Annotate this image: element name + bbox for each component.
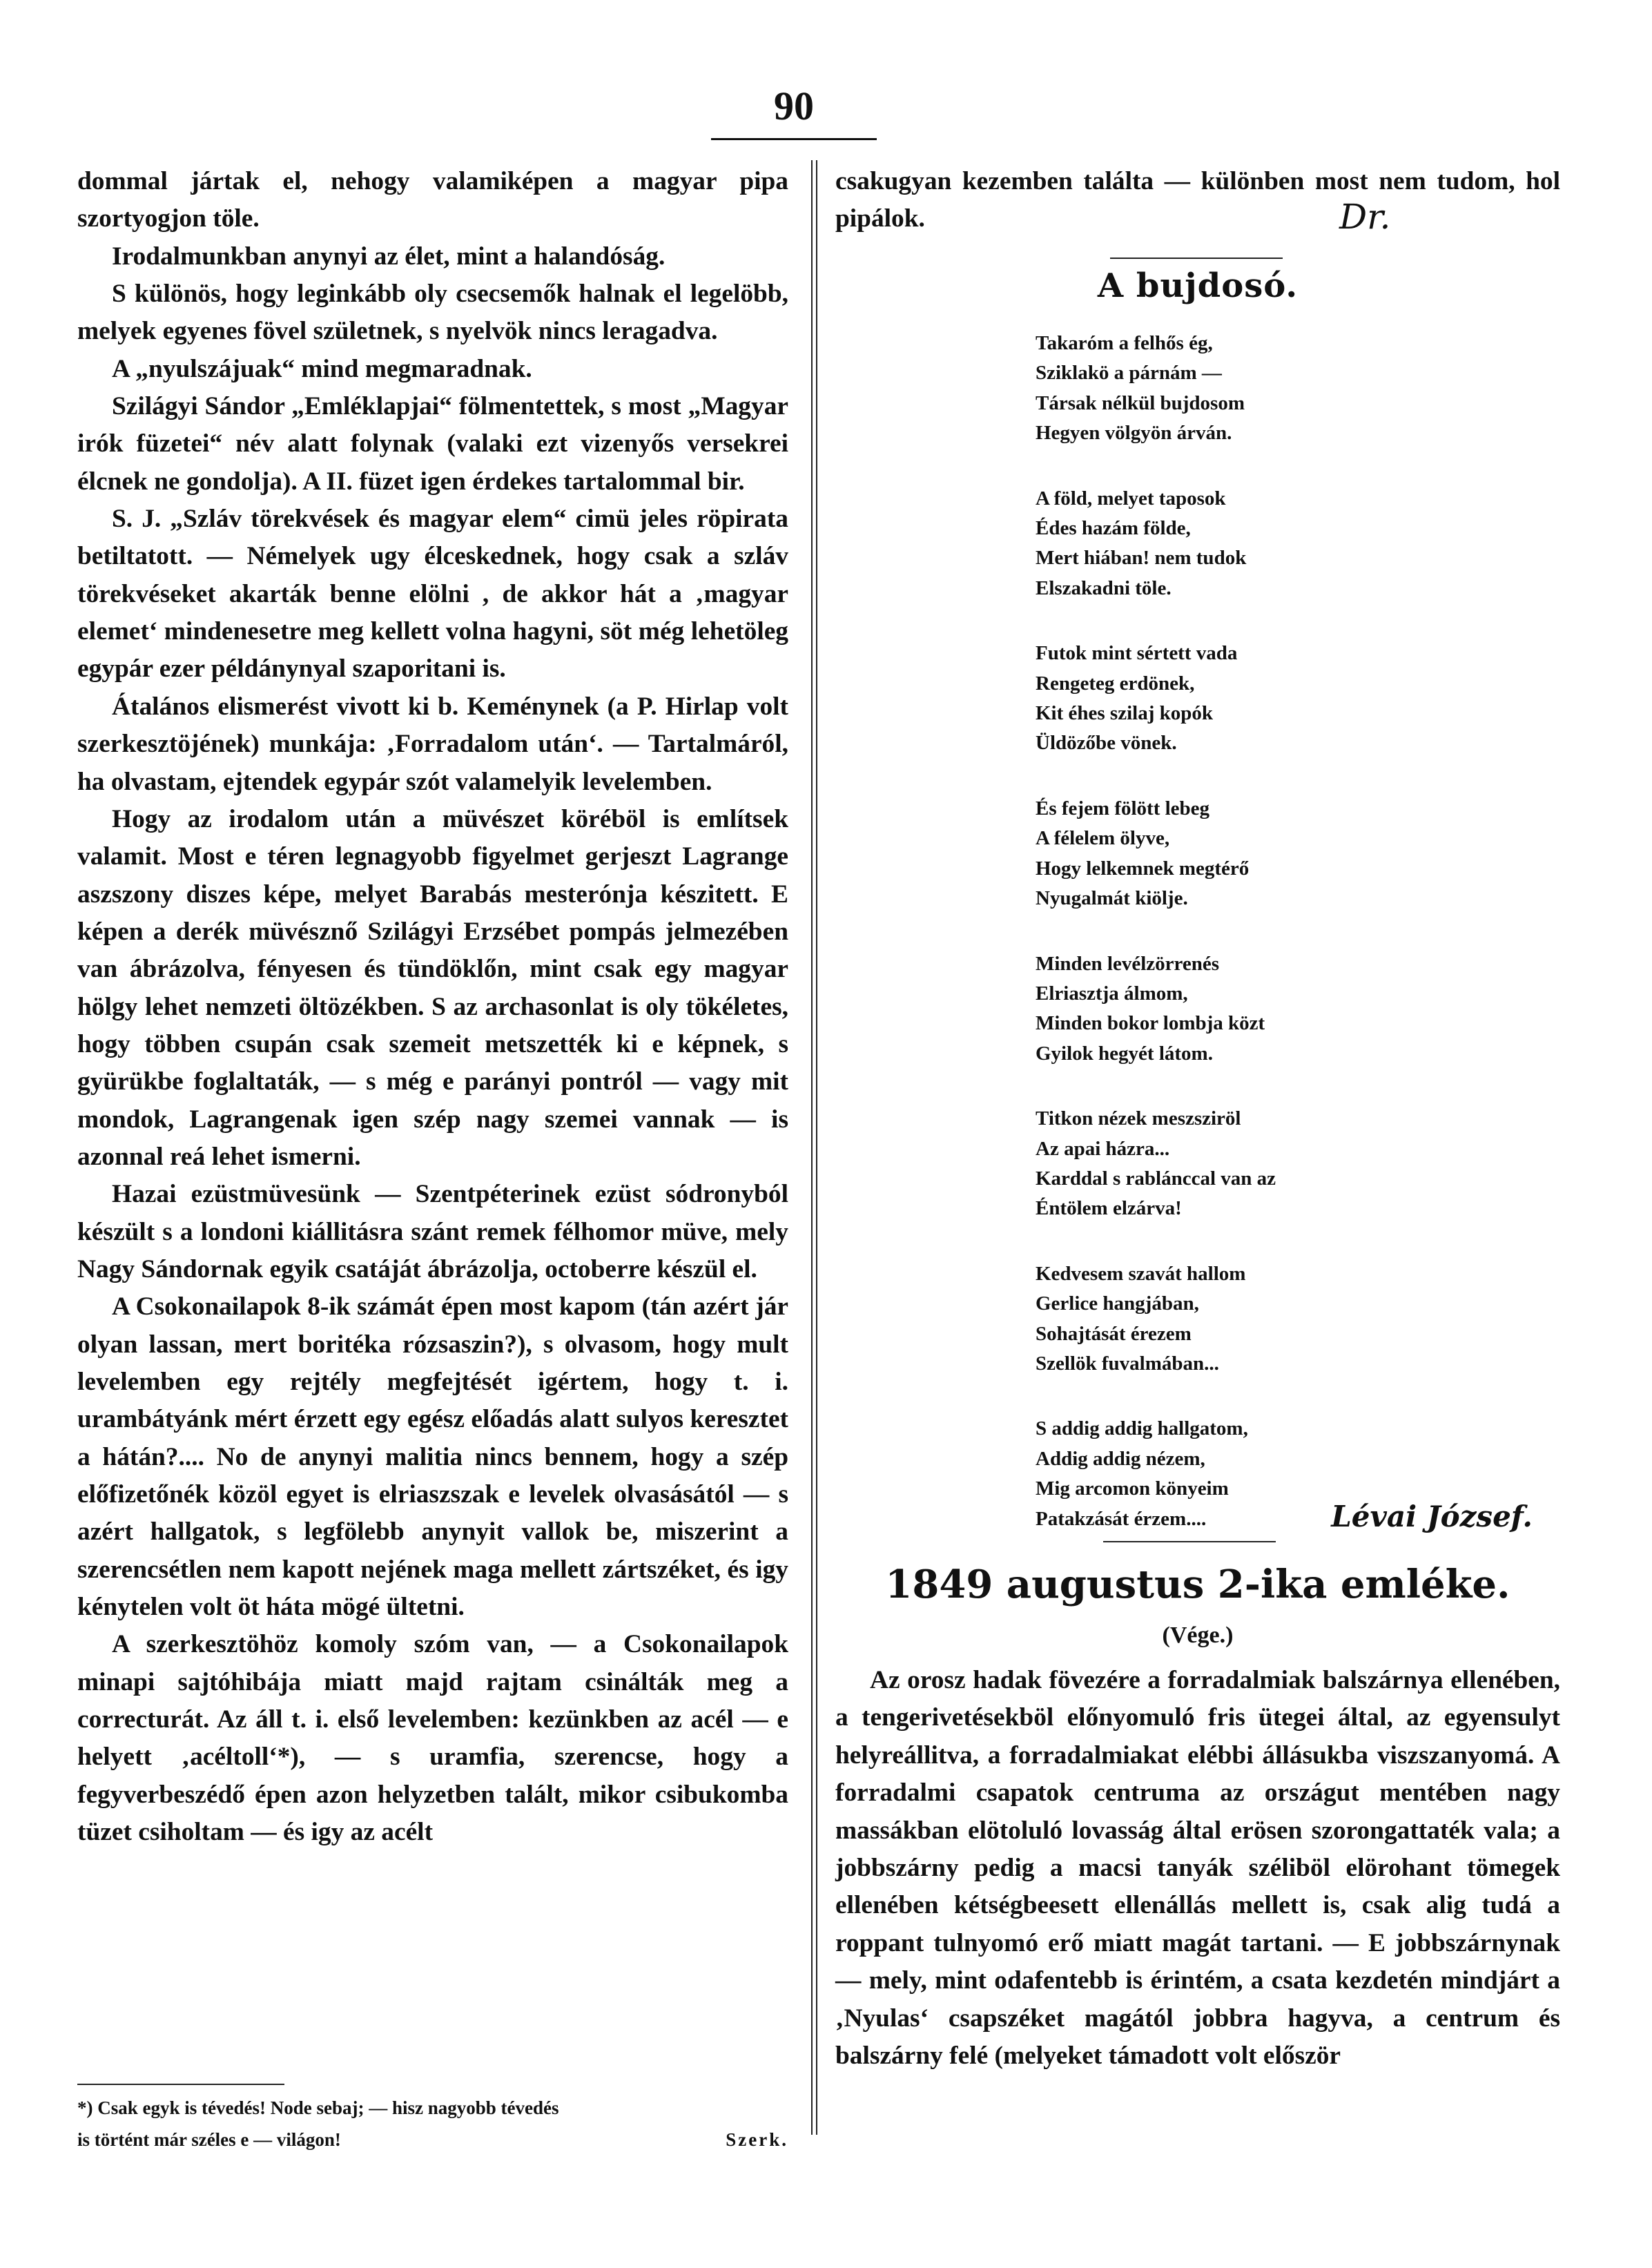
paragraph: S. J. „Szláv törekvések és magyar elem“ cimü jeles röpirata betiltatott. — Némelyek ugy élceskednek, hogy csak a szláv törekvéseket akarták benne elölni , de akkor hát a ‚magyar elemet‘ mindenesetre meg kellett volna hagyni, söt még lehetöleg egypár ezer példánynyal szaporitani is. [77, 505, 788, 684]
poem-stanza [1036, 639, 1450, 759]
footnote-rule [77, 2084, 284, 2085]
footnote [77, 2092, 788, 2155]
poem-line: És fejem fölött lebeg [1036, 797, 1210, 820]
paragraph: A Csokonailapok 8-ik számát épen most kapom (tán azért jár olyan lassan, mert boritéka rózsaszin?), s olvasom, hogy mult levelemben egy rejtély megfejtését igértem, hogy t. i. urambátyánk mért érzett egy egész előadás alatt sulyos keresztet a hátán?.... No de anynyi malitia nincs bennem, hogy a szép előfizetőnék közöl egyet is elriaszszak e levelek olvasásától — s azért hallgatok, s legfölebb anynyit vallok be, miszerint a szerencsétlen nem kapott nejének maga mellett zártszéket, és igy kénytelen volt öt háta mögé ültetni. [77, 1292, 788, 1622]
poem-line: Karddal s rablánccal van az [1036, 1167, 1276, 1190]
footnote-line [77, 2124, 788, 2155]
paragraph: A szerkesztöhöz komoly szóm van, — a Csokonailapok minapi sajtóhibája miatt majd rajtam csinálták meg a correcturát. Az áll t. i. első levelemben: kezünkben az acél — e helyett ‚acéltoll‘*), — s uramfia, szerencse, hogy a fegyverbeszédő épen azon helyzetben talált, mikor csibukomba tüzet csiholtam — és igy az acélt [77, 1630, 788, 1847]
paragraph: csakugyan kezemben találta — különben most nem tudom, hol pipálok. [835, 167, 1560, 233]
poem-line: Gyilok hegyét látom. [1036, 1042, 1213, 1065]
paragraph: Az orosz hadak fövezére a forradalmiak balszárnya ellenében, a tengerivetésekböl előnyomuló fris ütegei által, az egyensulyt helyreállitva, a forradalmiakat elébbi állásukba viszszanyomá. A forradalmi csapatok centruma az országut mentében nagy massákban elötoluló lovasság által erösen szorongattaték vala; a jobbszárny pedig a macsi tanyák széliböl elörohant tömegek ellenében kétségbeesett ellenállás mellett is, csak alig tudá a roppant tulnyomó erő miatt magát tartani. — E jobbszárnynak — mely, mint odafentebb is érintém, a csata kezdetén mindjárt a ‚Nyulas‘ csapszéket magától jobbra hagyva, a centrum és balszárny felé (melyeket támadott volt először [835, 1666, 1560, 2071]
article-title: 1849 augustus 2-ika emléke. [885, 1562, 1510, 1607]
poem-line: Édes hazám földe, [1036, 517, 1191, 540]
poem-line: Takaróm a felhős ég, [1036, 332, 1213, 354]
poem-line: S addig addig hallgatom, [1036, 1417, 1248, 1440]
paragraph: Átalános elismerést vivott ki b. Keménynek (a P. Hirlap volt szerkesztöjének) munkája: ‚Forradalom után‘. — Tartalmáról, ha olvastam, ejtendek egypár szót valamelyik levelemben. [77, 692, 788, 796]
poem-line: Gerlice hangjában, [1036, 1292, 1199, 1315]
page-number-rule [711, 138, 877, 140]
article-subtitle: (Vége.) [1162, 1622, 1234, 1648]
column-divider [811, 160, 817, 2135]
poem-line: A föld, melyet taposok [1036, 487, 1226, 510]
poem-line: Nyugalmát kiölje. [1036, 887, 1188, 910]
poem-line: Elriasztja álmom, [1036, 982, 1188, 1005]
poem-line: Hogy lelkemnek megtérő [1036, 857, 1250, 880]
poem-line: Rengeteg erdönek, [1036, 672, 1195, 695]
section-rule [1103, 1541, 1276, 1542]
poem-line: Éntölem elzárva! [1036, 1197, 1182, 1220]
poem-stanza [1036, 794, 1450, 914]
poem-line: Sziklakö a párnám — [1036, 362, 1222, 385]
poem-line: Mig arcomon könyeim [1036, 1477, 1229, 1500]
poem-line: Sohajtását érezem [1036, 1322, 1192, 1345]
left-column [77, 163, 788, 1851]
poem [1036, 329, 1450, 1569]
poem-title: A bujdosó. [1097, 266, 1299, 305]
paragraph: S különös, hogy leginkább oly csecsemők halnak el legelöbb, melyek egyenes fövel születnek, s nyelvök nincs leragadva. [77, 280, 788, 346]
poem-author: Lévai József. [1331, 1500, 1533, 1533]
paragraph: dommal jártak el, nehogy valamiképen a magyar pipa szortyogjon töle. [77, 167, 788, 233]
paragraph: Hogy az irodalom után a müvészet köréböl is említsek valamit. Most e téren legnagyobb figyelmet gerjeszt Lagrange aszszony diszes képe, melyet Barabás mesterónja készitett. E képen a derék müvésznő Szilágyi Erzsébet pompás jelmezében van ábrázolva, fényesen és tündöklőn, mint csak egy magyar hölgy lehet nemzeti öltözékben. S az archasonlat is oly tökéletes, hogy többen csupán csak szemeit metszették ki e képnek, s gyürükbe foglaltaták, — s még e parányi pontról — vagy mit mondok, Lagrangenak igen szép nagy szemei vannak — is azonnal reá lehet ismerni. [77, 804, 788, 1171]
poem-line: Társak nélkül bujdosom [1036, 391, 1245, 414]
paragraph: Szilágyi Sándor „Emléklapjai“ fölmentettek, s most „Magyar irók füzetei“ név alatt folynak (valaki ezt vizenyős versekrei élcnek ne gondolja). A II. füzet igen érdekes tartalommal bir. [77, 392, 788, 496]
continued-text [835, 163, 1560, 238]
article-body [835, 1662, 1560, 2075]
poem-stanza [1036, 949, 1450, 1069]
poem-line: A félelem ölyve, [1036, 827, 1170, 850]
poem-line: Addig addig nézem, [1036, 1447, 1205, 1470]
poem-stanza [1036, 1104, 1450, 1224]
poem-stanza [1036, 1259, 1450, 1379]
right-column [835, 163, 1560, 238]
poem-line: Elszakadni töle. [1036, 576, 1172, 599]
poem-line: Minden levélzörrenés [1036, 952, 1220, 975]
page-number: 90 [774, 84, 814, 128]
paragraph: A „nyulszájuak“ mind megmaradnak. [112, 354, 532, 383]
poem-stanza [1036, 329, 1450, 449]
poem-line: Kit éhes szilaj kopók [1036, 702, 1213, 725]
signature-mark: Dr. [1339, 197, 1391, 237]
poem-line: Szellök fuvalmában... [1036, 1352, 1219, 1375]
poem-line: Titkon nézek meszsziröl [1036, 1107, 1241, 1130]
paragraph: Irodalmunkban anynyi az élet, mint a halandóság. [112, 242, 665, 271]
poem-line: Minden bokor lombja közt [1036, 1012, 1265, 1035]
poem-line: Üldözőbe vönek. [1036, 732, 1177, 755]
poem-line: Futok mint sértett vada [1036, 642, 1238, 665]
poem-line: Patakzását érzem.... [1036, 1507, 1207, 1530]
section-rule [1110, 258, 1283, 259]
poem-line: Mert hiában! nem tudok [1036, 547, 1247, 570]
poem-line: Hegyen völgyön árván. [1036, 422, 1232, 445]
paragraph: Hazai ezüstmüvesünk — Szentpéterinek ezüst sódronyból készült s a londoni kiállitásra szánt remek félhomor müve, mely Nagy Sándornak egyik csatáját ábrázolja, octoberre készül el. [77, 1180, 788, 1283]
footnote-signature: Szerk. [726, 2129, 788, 2150]
footnote-line: *) Csak egyk is tévedés! Node sebaj; — hisz nagyobb tévedés [77, 2097, 559, 2118]
poem-line: Az apai házra... [1036, 1137, 1170, 1160]
footnote-text: is történt már széles e — világon! [77, 2129, 341, 2150]
poem-line: Kedvesem szavát hallom [1036, 1262, 1246, 1285]
poem-stanza [1036, 484, 1450, 604]
